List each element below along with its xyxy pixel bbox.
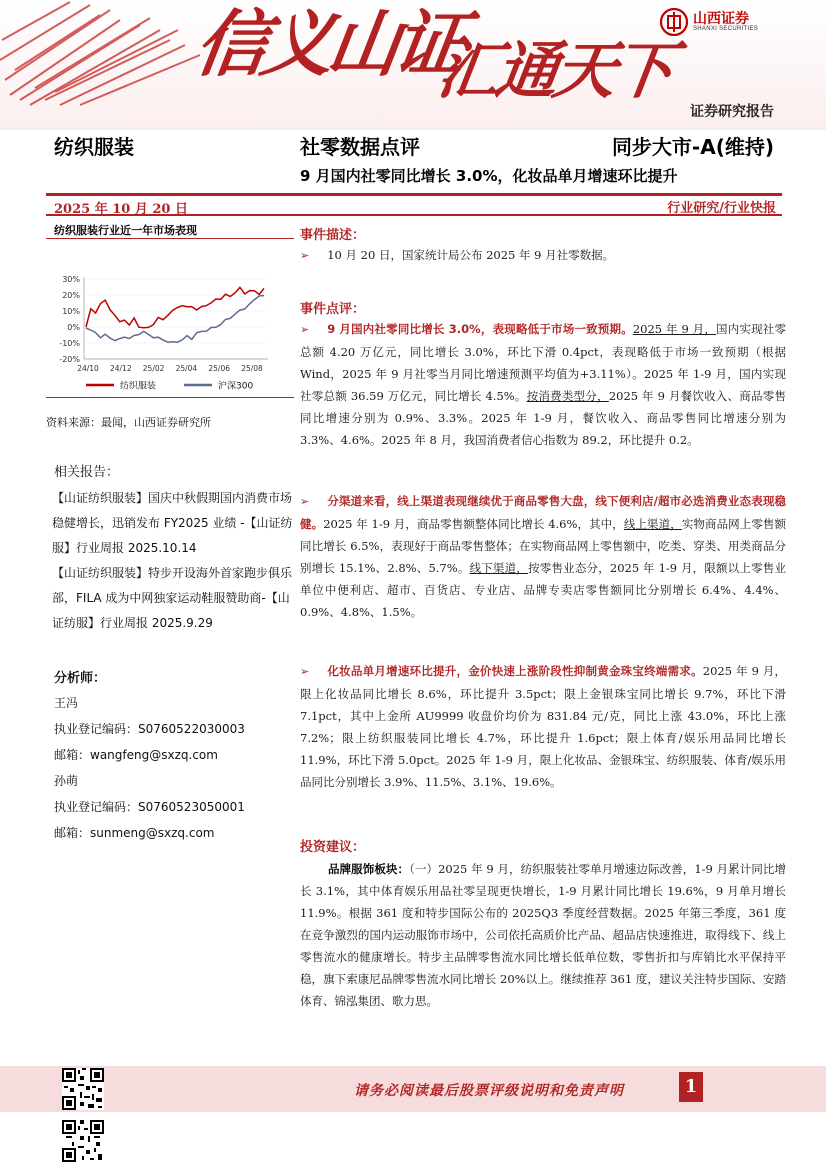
analyst-registration: 执业登记编码：S0760523050001 (54, 800, 245, 814)
comment-paragraph-2: ➢ 分渠道来看，线上渠道表现继续优于商品零售大盘，线下便利店/超市必选消费业态表现稳健。2025 年 1-9 月，商品零售额整体同比增长 4.6%，其中，线上渠道，实物商品网上零售额同比增长 6.5%，表现好于商品零售整体；在实物商品网上零售额中，吃类、穿类、用类商品分别增长 15.1%、2.8%、5.7%。线下渠道，按零售业态分，2025 年 1-9 月，限额以上零售业单位中便利店、超市、百货店、专业店、品牌专卖店零售额同比分别增长 6.4%、4.4%、0.9%、4.8%、1.5%。 (300, 494, 787, 619)
report-type: 社零数据点评 (300, 135, 420, 159)
report-category: 行业研究/行业快报 (667, 201, 776, 216)
related-reports-title: 相关报告： (54, 465, 120, 480)
event-section-title: 事件描述： (300, 228, 366, 243)
report-date: 2025 年 10 月 20 日 (54, 202, 188, 217)
analyst-email[interactable]: 邮箱：sunmeng@sxzq.com (54, 826, 215, 840)
qr-code-icon (62, 1120, 104, 1162)
y-tick-label: -10% (59, 339, 80, 348)
comment-paragraph-1: ➢ 9 月国内社零同比增长 3.0%，表现略低于市场一致预期。2025 年 9 月，国内实现社零总额 4.20 万亿元，同比增长 3.0%，环比下滑 0.4pct，表现略低于市场一致预期（根据 Wind，2025 年 9 月社零当月同比增速预测平均值为+3.11%）。2025 年 1-9 月，国内实现社零总额 36.59 万亿元，同比增长 4.5%。按消费类型分，2025 年 9 月餐饮收入、商品零售同比增速分别为 0.9%、3.3%。2025 年 1-9 月，餐饮收入、商品零售同比增速分别为 3.3%、4.6%。2025 年 8 月，我国消费者信心指数为 89.2，环比提升 0.2。 (300, 322, 786, 447)
page-footer (0, 1066, 826, 1112)
brand-logo (660, 8, 758, 36)
brush-decoration (0, 0, 220, 110)
bullet-arrow-icon: ➢ (300, 665, 310, 678)
legend-label: 纺织服装 (120, 381, 157, 392)
header-banner (0, 0, 826, 130)
x-tick-label: 25/08 (241, 364, 263, 373)
slogan-part-1: 信义山证 (190, 2, 466, 86)
related-report-link[interactable]: 【山证纺织服装】特步开设海外首家跑步俱乐部，FILA 成为中网独家运动鞋服赞助商-【山证纺服】行业周报 2025.9.29 (52, 566, 293, 630)
advice-paragraph: 品牌服饰板块：（一）2025 年 9 月，纺织服装社零单月增速边际改善，1-9 月累计同比增长 3.1%，其中体育娱乐用品社零呈现更快增长，1-9 月累计同比增长 19.6%，9 月单月增长 11.9%。根据 361 度和特步国际公布的 2025Q3 季度经营数据。2025 年第三季度，361 度在竞争激烈的国内运动服饰市场中，公司依托高质价比产品、超品店快速推进，取得线下、线上零售流水的健康增长。特步主品牌零售流水同比增长低单位数，零售折扣与库销比水平保持平稳，旗下索康尼品牌零售流水同比增长 20%以上。继续推荐 361 度，建议关注特步国际、安踏体育、锦泓集团、歌力思。 (300, 862, 786, 1008)
series-line-textile (86, 287, 264, 327)
x-tick-label: 24/12 (109, 364, 132, 373)
x-tick-label: 25/06 (208, 364, 231, 373)
left-sidebar (46, 218, 294, 430)
brand-name: 山西证券 (693, 10, 749, 27)
related-report-link[interactable]: 【山证纺织服装】国庆中秋假期国内消费市场稳健增长，迅销发布 FY2025 业绩 -【山证纺服】行业周报 2025.10.14 (52, 491, 293, 555)
qr-code-icon (62, 1068, 104, 1110)
chart-source: 资料来源：最闻，山西证券研究所 (46, 416, 211, 429)
company-logo-icon (660, 8, 688, 36)
brand-english-name: SHANXI SECURITIES (693, 26, 759, 33)
industry-rating: 同步大市-A(维持) (611, 135, 774, 159)
bullet-arrow-icon: ➢ (300, 495, 310, 508)
chart-title: 纺织服装行业近一年市场表现 (54, 224, 197, 237)
y-tick-label: 10% (62, 307, 80, 316)
y-tick-label: 30% (62, 275, 80, 284)
title-row (46, 131, 782, 159)
analyst-email[interactable]: 邮箱：wangfeng@sxzq.com (54, 748, 218, 762)
analyst-name: 孙萌 (54, 774, 79, 788)
x-tick-label: 25/04 (175, 364, 198, 373)
y-tick-label: 0% (67, 323, 80, 332)
bullet-arrow-icon: ➢ (300, 249, 310, 262)
legend-label: 沪深300 (218, 381, 254, 392)
analysts-title: 分析师： (54, 671, 107, 686)
advice-section-title: 投资建议： (300, 840, 366, 855)
document-type: 证券研究报告 (690, 104, 774, 120)
report-headline: 9 月国内社零同比增长 3.0%，化妆品单月增速环比提升 (300, 167, 678, 185)
market-performance-chart (46, 238, 294, 398)
event-paragraph: ➢ 10 月 20 日，国家统计局公布 2025 年 9 月社零数据。 (300, 248, 615, 262)
y-tick-label: 20% (62, 291, 80, 300)
analyst-name: 王冯 (54, 696, 79, 710)
analyst-registration: 执业登记编码：S0760522030003 (54, 722, 245, 736)
bullet-arrow-icon: ➢ (300, 323, 310, 336)
x-tick-label: 24/10 (77, 364, 99, 373)
analyst-card (54, 690, 294, 846)
disclaimer-notice[interactable]: 请务必阅读最后股票评级说明和免责声明 (354, 1083, 624, 1099)
related-reports-list (52, 486, 300, 636)
slogan-part-2: 汇通天下 (432, 34, 676, 107)
comment-section-title: 事件点评： (300, 302, 366, 317)
date-bar (46, 193, 782, 216)
x-tick-label: 25/02 (142, 364, 165, 373)
comment-paragraph-3: ➢ 化妆品单月增速环比提升，金价快速上涨阶段性抑制黄金珠宝终端需求。2025 年 9 月，限上化妆品同比增长 8.6%，环比提升 3.5pct；限上金银珠宝同比增长 9.7%，环比下滑 7.1pct，其中上金所 AU9999 收盘价均价为 831.84 元/克，同比上涨 43.0%，环比上涨 7.2%；限上纺织服装同比增长 4.7%，环比提升 1.6pct；限上体育/娱乐用品同比增长 11.9%，环比下滑 5.0pct。2025 年 1-9 月，限上化妆品、金银珠宝、纺织服装、体育/娱乐用品同比分别增长 3.9%、11.5%、3.1%、19.6%。 (300, 664, 786, 789)
chart-svg (46, 239, 294, 397)
industry-name: 纺织服装 (54, 135, 134, 159)
series-line-csi300 (86, 296, 264, 343)
page-number: 1 (679, 1072, 703, 1102)
y-tick-label: -20% (59, 355, 80, 364)
